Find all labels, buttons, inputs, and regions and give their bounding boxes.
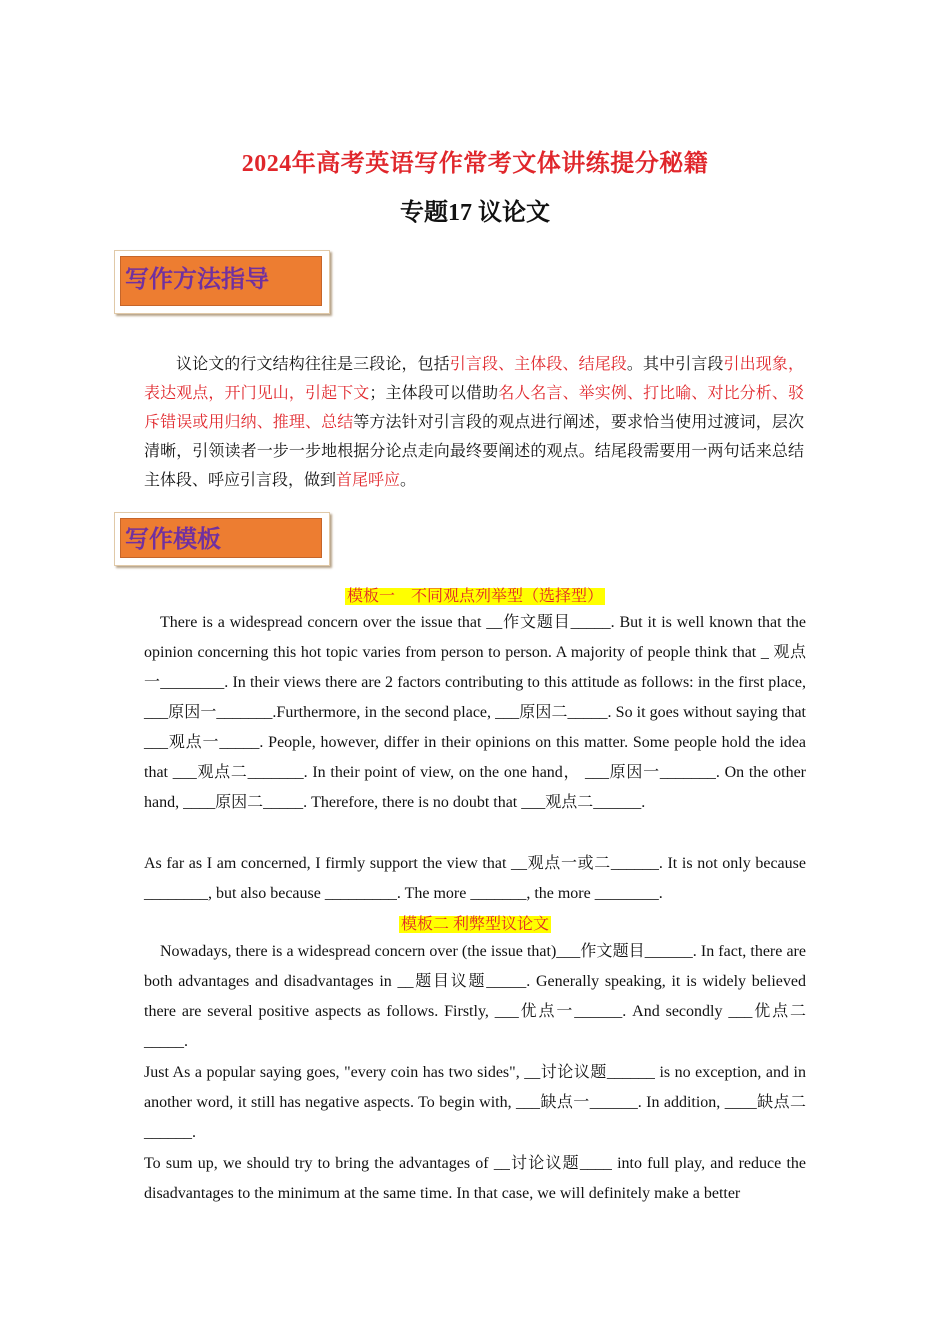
template2-heading bbox=[0, 911, 950, 934]
guide-paragraph bbox=[144, 350, 804, 495]
guide-highlight: 首尾呼应 bbox=[336, 472, 401, 489]
template2-paragraph-2: Just As a popular saying goes, "every coin has two sides", __讨论议题______ is no exception, and in another word, it still has negative aspects. To begin with, ___缺点一______. In addition, ____缺点二______. bbox=[144, 1064, 806, 1141]
template1-paragraph-2: As far as I am concerned, I firmly support the view that __观点一或二______. It is not only because ________, but also because _________. The more _______, the more ________. bbox=[144, 855, 806, 902]
section-header-writing-guide bbox=[114, 250, 330, 314]
section-header-writing-template bbox=[114, 512, 330, 566]
template2-heading-text: 模板二 利弊型议论文 bbox=[400, 916, 549, 933]
section-header-label: 写作方法指导 bbox=[125, 265, 269, 293]
guide-text: ；主体段可以借助 bbox=[369, 385, 499, 402]
template1-heading-text: 模板一 不同观点列举型（选择型） bbox=[346, 588, 603, 605]
guide-highlight: 名人名言、举实例、打比喻、对比分析、驳斥错误或用归纳、推理、总结 bbox=[144, 385, 804, 431]
guide-text: 。其中引言段 bbox=[626, 356, 724, 373]
guide-text: 议论文的行文结构往往是三段论，包括 bbox=[176, 356, 450, 373]
document-title: 2024年高考英语写作常考文体讲练提分秘籍 bbox=[241, 151, 709, 177]
template2-paragraph-1: Nowadays, there is a widespread concern over (the issue that)___作文题目______. In fact, there are both advantages and disadvantages in __题目议题_____. Generally speaking, it is widely believed there are several positive aspects as follows. Firstly, ___优点一______. And secondly ___优点二_____. bbox=[144, 943, 806, 1050]
document-subtitle: 专题17 议论文 bbox=[400, 200, 550, 226]
guide-highlight: 引出现象，表达观点，开门见山，引起下文 bbox=[144, 356, 804, 402]
guide-highlight: 引言段、主体段、结尾段 bbox=[449, 356, 627, 373]
section-header-label: 写作模板 bbox=[125, 525, 221, 553]
template2-paragraph-3: To sum up, we should try to bring the advantages of __讨论议题____ into full play, and reduce the disadvantages to the minimum at the same time. In that case, we will definitely make a better bbox=[144, 1155, 806, 1202]
guide-text: 。 bbox=[400, 472, 417, 489]
template1-paragraph-1: There is a widespread concern over the issue that __作文题目_____. But it is well known that the opinion concerning this hot topic varies from person to person. A majority of people think that _ 观点一________. In their views there are 2 factors contributing to this attitude as follows: in the first place, ___原因一_______.Furthermore, in the second place, ___原因二_____. So it goes without saying that ___观点一_____. People, however, differ in their opinions on this matter. Some people hold the idea that ___观点二_______. In their point of view, on the one hand， ___原因一_______. On the other hand, ____原因二_____. Therefore, there is no doubt that ___观点二______. bbox=[144, 614, 806, 811]
guide-text: 等方法针对引言段的观点进行阐述，要求恰当使用过渡词，层次清晰，引领读者一步一步地根据分论点走向最终要阐述的观点。结尾段需要用一两句话来总结主体段、呼应引言段，做到 bbox=[144, 414, 804, 489]
template1-heading bbox=[0, 583, 950, 606]
